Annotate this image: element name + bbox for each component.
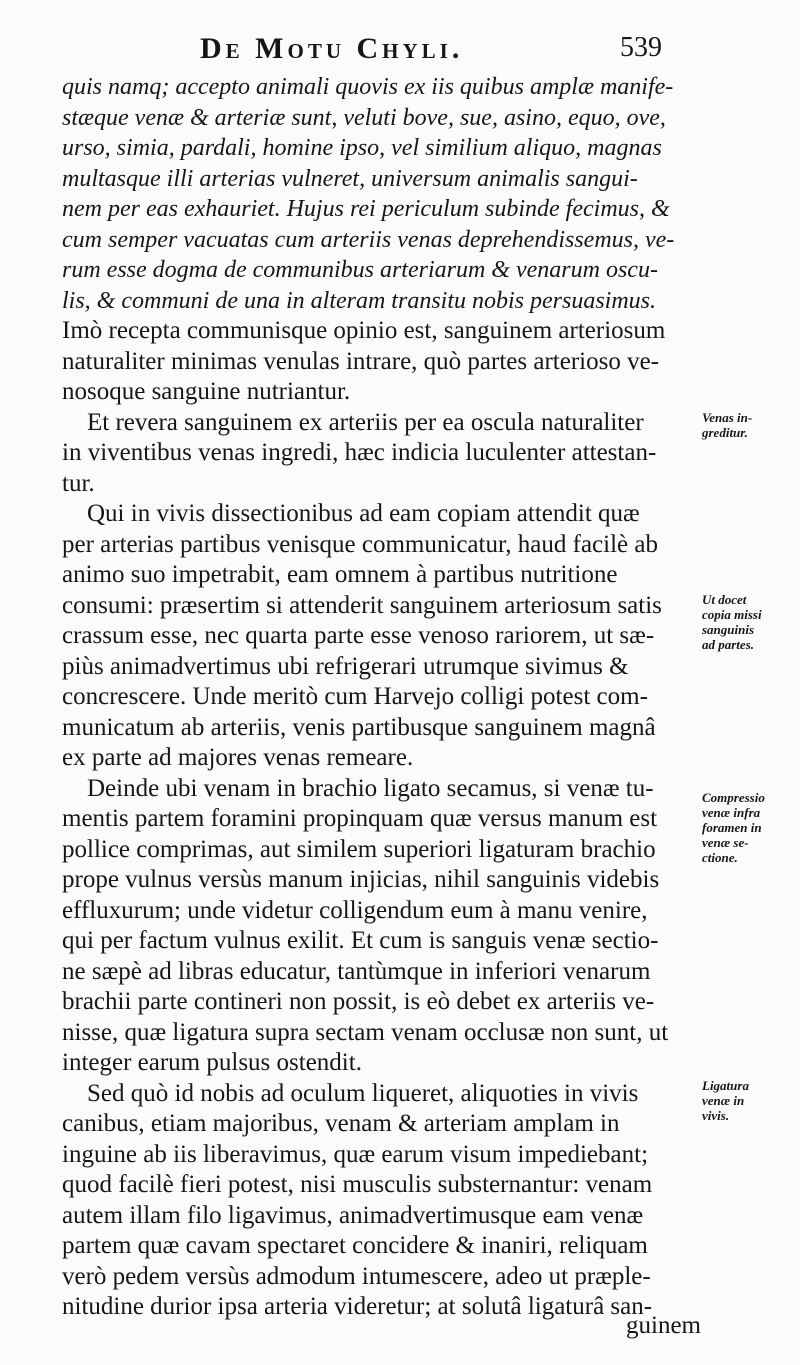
margin-note-line: ctione. bbox=[702, 850, 738, 865]
text-line: naturaliter minimas venulas intrare, quò partes arterioso ve- bbox=[62, 347, 660, 375]
text-line: prope vulnus versùs manum injicias, nihil sanguinis videbis bbox=[62, 866, 660, 893]
margin-note-line: copia missi bbox=[702, 607, 762, 622]
text-line: nisse, quæ ligatura supra sectam venam occlusæ non sunt, ut bbox=[62, 1018, 669, 1046]
text-line: quod facilè fieri potest, nisi musculis substernantur: venam bbox=[62, 1171, 653, 1198]
text-line: in viventibus venas ingredi, hæc indicia luculenter attestan- bbox=[62, 439, 657, 466]
text-line: partem quæ cavam spectaret concidere & inaniri, reliquam bbox=[62, 1232, 648, 1259]
text-line: verò pedem versùs admodum intumescere, adeo ut præple- bbox=[62, 1262, 651, 1290]
page-number: 539 bbox=[620, 32, 662, 63]
text-line: nitudine durior ipsa arteria videretur; at solutâ ligaturâ san- bbox=[62, 1293, 653, 1320]
text-line: effluxurum; unde videtur colligendum eum à manu venire, bbox=[62, 896, 648, 924]
text-line: piùs animadvertimus ubi refrigerari utrumque sivimus & bbox=[62, 652, 629, 680]
text-line: cum semper vacuatas cum arteriis venas deprehendissemus, ve- bbox=[62, 226, 675, 253]
text-line: integer earum pulsus ostendit. bbox=[62, 1049, 362, 1076]
text-line: Deinde ubi venam in brachio ligato secamus, si venæ tu- bbox=[62, 774, 654, 802]
text-line: tur. bbox=[62, 469, 95, 497]
text-line: nem per eas exhauriet. Hujus rei periculum subinde fecimus, & bbox=[62, 196, 670, 222]
margin-note-line: foramen in bbox=[702, 820, 762, 835]
text-line: lis, & communi de una in alteram transitu nobis persuasimus. bbox=[62, 287, 657, 314]
margin-note-line: venæ in bbox=[702, 1093, 745, 1108]
text-line: Et revera sanguinem ex arteriis per ea oscula naturaliter bbox=[62, 408, 644, 436]
text-line: pollice comprimas, aut similem superiori ligaturam brachio bbox=[62, 835, 656, 863]
text-line: Imò recepta communisque opinio est, sanguinem arteriosum bbox=[62, 317, 666, 344]
text-line: quis namq; accepto animali quovis ex iis quibus amplæ manife- bbox=[62, 74, 674, 100]
margin-note-line: Compressio bbox=[702, 790, 765, 805]
running-head bbox=[200, 32, 662, 66]
margin-note bbox=[702, 592, 798, 652]
margin-note-line: venæ se- bbox=[702, 835, 749, 850]
margin-note-line: Ut docet bbox=[702, 592, 747, 607]
text-line: animo suo impetrabit, eam omnem à partibus nutritione bbox=[62, 561, 618, 588]
text-line: consumi: præsertim si attenderit sanguinem arteriosum satis bbox=[62, 591, 662, 619]
body-text bbox=[62, 72, 712, 1323]
text-line: per arterias partibus venisque communicatur, haud facilè ab bbox=[62, 530, 658, 558]
text-line: municatum ab arteriis, venis partibusque sanguinem magnâ bbox=[62, 713, 656, 741]
margin-note-line: Venas in- bbox=[702, 410, 753, 425]
text-line: nosoque sanguine nutriantur. bbox=[62, 378, 351, 405]
margin-note-line: sanguinis bbox=[702, 622, 755, 637]
text-line: ex parte ad majores venas remeare. bbox=[62, 744, 414, 771]
catchword: guinem bbox=[626, 1312, 701, 1339]
text-line: mentis partem foramini propinquam quæ versus manum est bbox=[62, 805, 658, 832]
running-title: De Motu Chyli. bbox=[200, 32, 464, 65]
text-line: ne sæpè ad libras educatur, tantùmque in inferiori venarum bbox=[62, 957, 651, 985]
text-line: multasque illi arterias vulneret, universum animalis sangui- bbox=[62, 165, 638, 192]
margin-note-line: vivis. bbox=[702, 1108, 730, 1123]
text-line: brachii parte contineri non possit, is eò debet ex arteriis ve- bbox=[62, 988, 655, 1015]
text-line: Qui in vivis dissectionibus ad eam copiam attendit quæ bbox=[62, 500, 640, 527]
text-line: crassum esse, nec quarta parte esse venoso rariorem, ut sæ- bbox=[62, 622, 655, 649]
text-line: qui per factum vulnus exilit. Et cum is sanguis venæ sectio- bbox=[62, 927, 659, 954]
text-line: concrescere. Unde meritò cum Harvejo colligi potest com- bbox=[62, 683, 648, 710]
margin-note-line: venæ infra bbox=[702, 805, 761, 820]
margin-note bbox=[702, 1078, 798, 1123]
text-line: urso, simia, pardali, homine ipso, vel similium aliquo, magnas bbox=[62, 135, 662, 161]
margin-note-line: ad partes. bbox=[702, 637, 754, 652]
text-line: Sed quò id nobis ad oculum liqueret, aliquoties in vivis bbox=[62, 1079, 639, 1107]
text-line: autem illam filo ligavimus, animadvertimusque eam venæ bbox=[62, 1201, 644, 1229]
text-line: stæque venæ & arteriæ sunt, veluti bove, sue, asino, equo, ove, bbox=[62, 104, 666, 131]
text-line: canibus, etiam majoribus, venam & arteriam amplam in bbox=[62, 1110, 620, 1137]
margin-note bbox=[702, 410, 798, 440]
margin-note-line: Ligatura bbox=[702, 1078, 749, 1093]
margin-note-line: greditur. bbox=[702, 425, 748, 440]
text-line: rum esse dogma de communibus arteriarum & venarum oscu- bbox=[62, 257, 658, 283]
margin-note bbox=[702, 790, 798, 865]
text-line: inguine ab iis liberavimus, quæ earum visum impediebant; bbox=[62, 1140, 649, 1168]
